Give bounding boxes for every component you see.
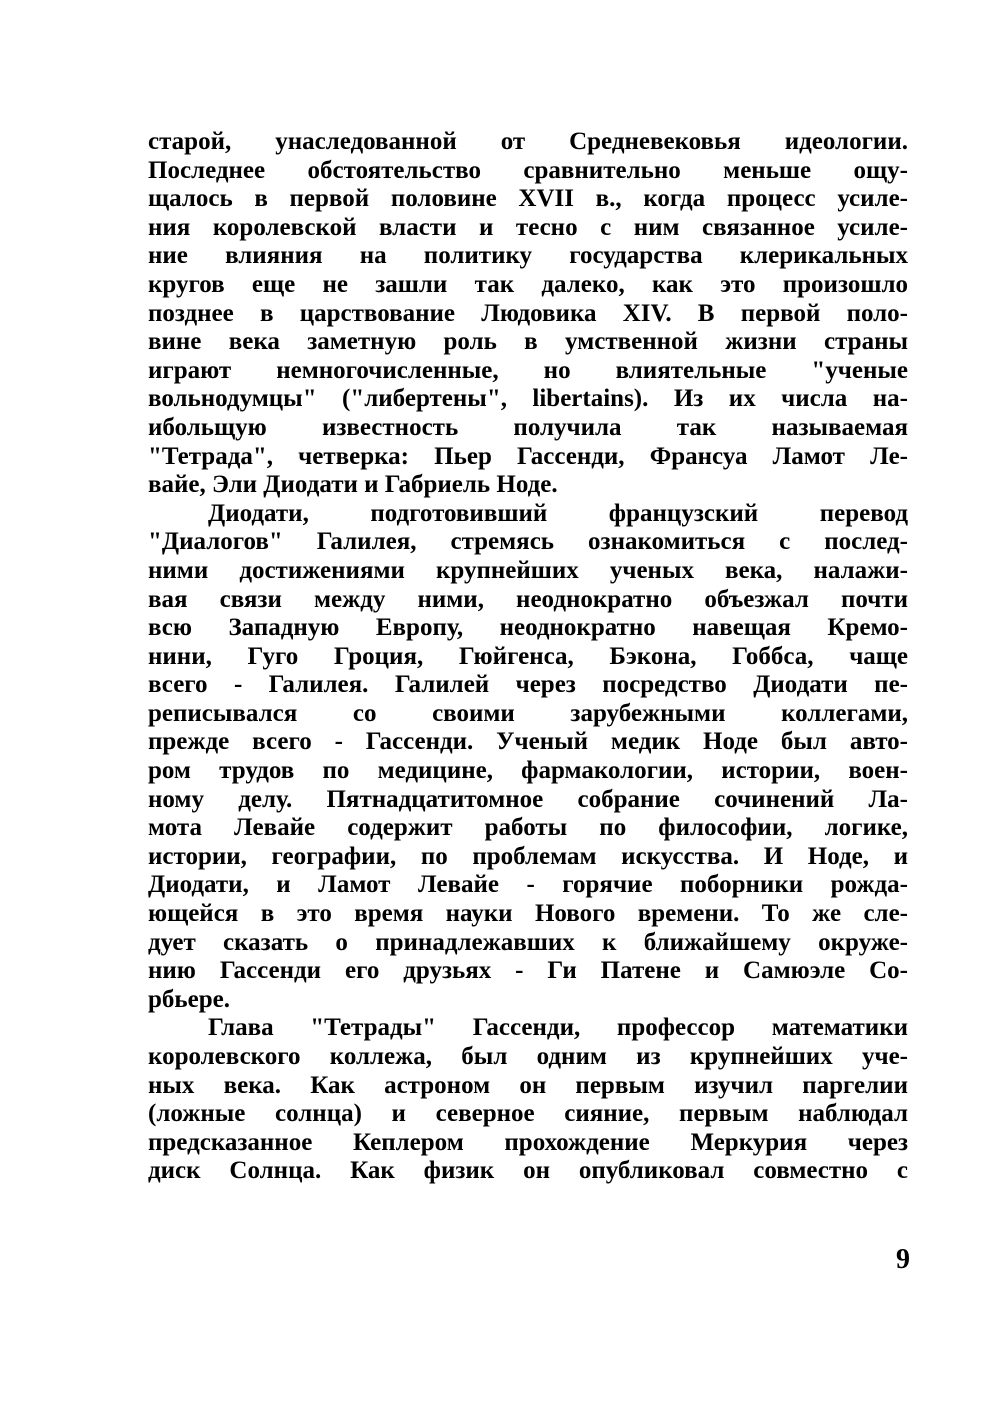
text-line: ному делу. Пятнадцатитомное собрание сочинений Ла- (148, 785, 908, 813)
paragraph-end-line: вайе, Эли Диодати и Габриель Ноде. (148, 471, 558, 499)
text-line: "Тетрада", четверка: Пьер Гассенди, Франсуа Ламот Ле- (148, 442, 908, 470)
paragraph-first-line: Диодати, подготовивший французский перевод (208, 499, 908, 527)
text-line: предсказанное Кеплером прохождение Меркурия через (148, 1128, 908, 1156)
text-line: ных века. Как астроном он первым изучил паргелии (148, 1071, 908, 1099)
text-line: "Диалогов" Галилея, стремясь ознакомиться с послед- (148, 528, 908, 556)
text-line: мота Левайе содержит работы по философии, логике, (148, 814, 908, 842)
text-line: всего - Галилея. Галилей через посредство Диодати пе- (148, 671, 908, 699)
text-line: щалось в первой половине XVII в., когда процесс усиле- (148, 185, 908, 213)
text-line: Последнее обстоятельство сравнительно меньше ощу- (148, 156, 908, 184)
text-line: реписывался со своими зарубежными коллегами, (148, 699, 908, 727)
text-line: вине века заметную роль в умственной жизни страны (148, 328, 908, 356)
page-number: 9 (896, 1244, 910, 1275)
text-line: нию Гассенди его друзьях - Ги Патене и Самюэле Со- (148, 957, 908, 985)
paragraph-end-line: рбьере. (148, 985, 230, 1013)
text-line: диск Солнца. Как физик он опубликовал совместно с (148, 1157, 908, 1185)
text-line: истории, географии, по проблемам искусства. И Ноде, и (148, 842, 908, 870)
text-line: вая связи между ними, неоднократно объезжал почти (148, 585, 908, 613)
text-line: нини, Гуго Гроция, Гюйгенса, Бэкона, Гоббса, чаще (148, 642, 908, 670)
text-line: Диодати, и Ламот Левайе - горячие поборники рожда- (148, 871, 908, 899)
text-line: ром трудов по медицине, фармакологии, истории, воен- (148, 757, 908, 785)
text-line: играют немногочисленные, но влиятельные "ученые (148, 356, 908, 384)
text-line: позднее в царствование Людовика XIV. В первой поло- (148, 299, 908, 327)
text-line: ние влияния на политику государства клерикальных (148, 242, 908, 270)
text-line: ющейся в это время науки Нового времени. То же сле- (148, 900, 908, 928)
text-line: всю Западную Европу, неоднократно навещая Кремо- (148, 614, 908, 642)
text-line: ибольщую известность получила так называемая (148, 413, 908, 441)
text-line: кругов еще не зашли так далеко, как это произошло (148, 270, 908, 298)
body-text (148, 128, 908, 1186)
paragraph-first-line: Глава "Тетрады" Гассенди, профессор математики (208, 1014, 908, 1042)
text-line: (ложные солнца) и северное сияние, первым наблюдал (148, 1100, 908, 1128)
text-line: ними достижениями крупнейших ученых века, налажи- (148, 556, 908, 584)
text-line: вольнодумцы" ("либертены", libertains). Из их числа на- (148, 385, 908, 413)
text-line: старой, унаследованной от Средневековья идеологии. (148, 128, 908, 155)
text-line: королевского коллежа, был одним из крупнейших уче- (148, 1043, 908, 1070)
text-line: дует сказать о принадлежавших к ближайшему окруже- (148, 928, 908, 956)
text-line: ния королевской власти и тесно с ним связанное усиле- (148, 213, 908, 241)
text-line: прежде всего - Гассенди. Ученый медик Ноде был авто- (148, 728, 908, 756)
